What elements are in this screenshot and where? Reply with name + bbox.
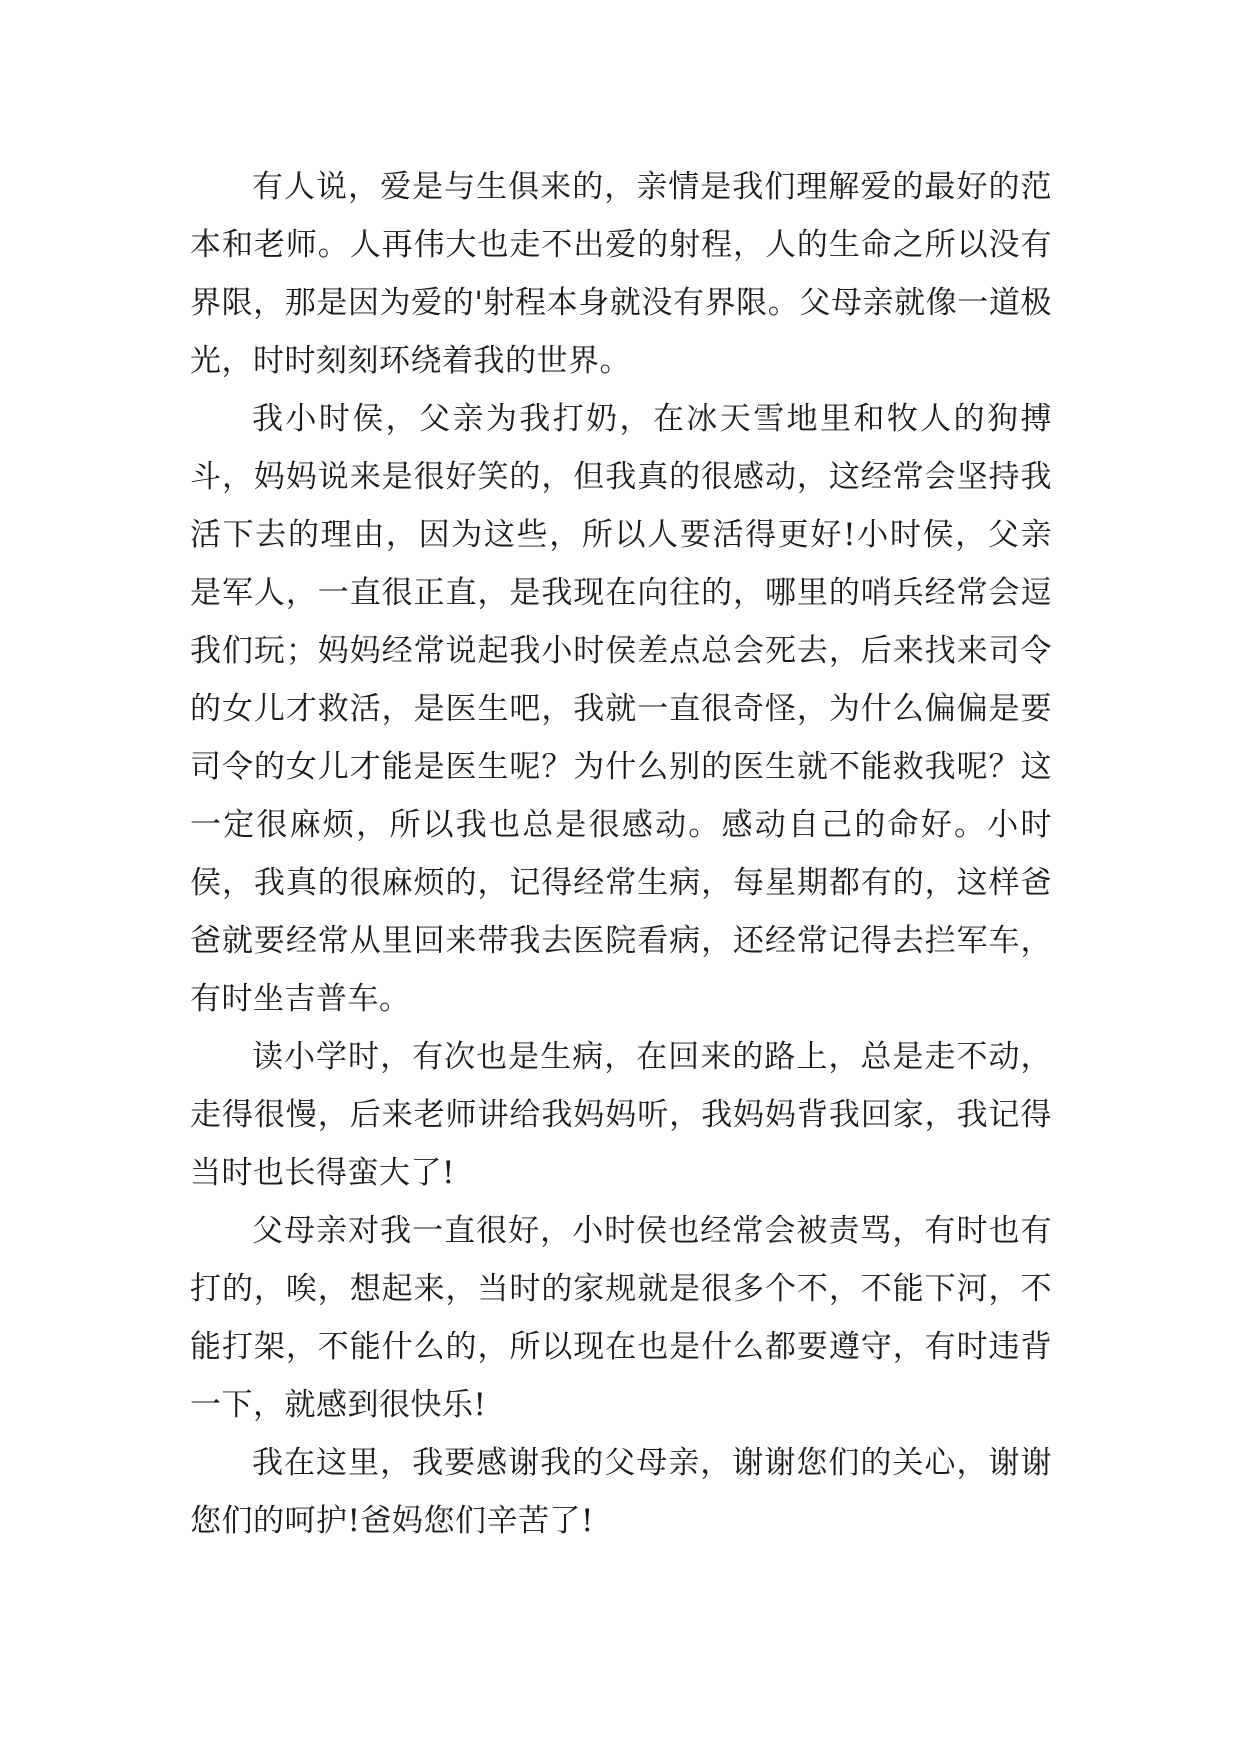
paragraph-3: 读小学时，有次也是生病，在回来的路上，总是走不动，走得很慢，后来老师讲给我妈妈听，我妈妈背我回家，我记得当时也长得蛮大了! [190,1039,1052,1191]
paragraph-2: 我小时侯，父亲为我打奶，在冰天雪地里和牧人的狗搏斗，妈妈说来是很好笑的，但我真的很感动，这经常会坚持我活下去的理由，因为这些，所以人要活得更好!小时侯，父亲是军人，一直很正直，是我现在向往的，哪里的哨兵经常会逗我们玩；妈妈经常说起我小时侯差点总会死去，后来找来司令的女儿才救活，是医生吧，我就一直很奇怪，为什么偏偏是要司令的女儿才能是医生呢？为什么别的医生就不能救我呢？这一定很麻烦，所以我也总是很感动。感动自己的命好。小时侯，我真的很麻烦的，记得经常生病，每星期都有的，这样爸爸就要经常从里回来带我去医院看病，还经常记得去拦军车，有时坐吉普车。 [190,401,1052,1017]
paragraph-5: 我在这里，我要感谢我的父母亲，谢谢您们的关心，谢谢您们的呵护!爸妈您们辛苦了! [190,1445,1052,1539]
paragraph-4: 父母亲对我一直很好，小时侯也经常会被责骂，有时也有打的，唉，想起来，当时的家规就是很多个不，不能下河，不能打架，不能什么的，所以现在也是什么都要遵守，有时违背一下，就感到很快乐! [190,1213,1052,1423]
paragraph-1: 有人说，爱是与生俱来的，亲情是我们理解爱的最好的范本和老师。人再伟大也走不出爱的射程，人的生命之所以没有界限，那是因为爱的'射程本身就没有界限。父母亲就像一道极光，时时刻刻环绕着我的世界。 [190,169,1052,379]
document-body [190,158,1052,1550]
